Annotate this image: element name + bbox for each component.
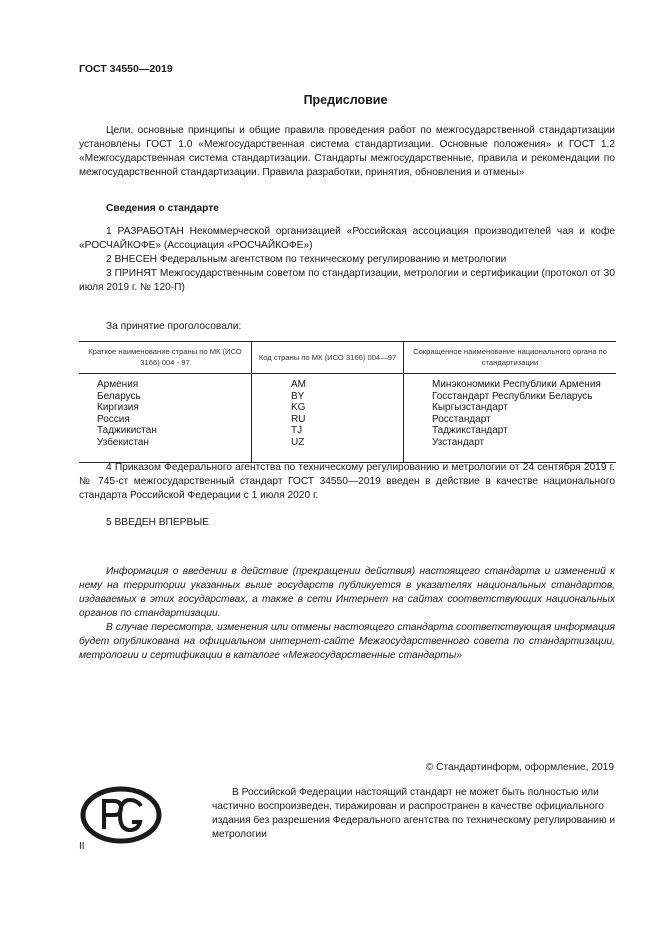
item-1-developed: 1 РАЗРАБОТАН Некоммерческой организацией «Российская ассоциация производителей чая и кофе «РОСЧАЙКОФЕ» (Ассоциация «РОСЧАЙКОФЕ») xyxy=(79,226,615,251)
country-name: Беларусь xyxy=(97,390,141,402)
header-country-name: Краткое наименование страны по МК (ИСО 3166) 004 - 97 xyxy=(79,342,252,374)
country-code: BY xyxy=(252,391,404,403)
country-code: KG xyxy=(252,402,404,414)
table-row xyxy=(79,425,616,437)
info-paragraph-1: Информация о введении в действие (прекращении действия) настоящего стандарта и изменений к нему на территории указанных выше государств публикуется в указателях национальных стандартов, издаваемых в этих государствах, а также в сети Интернет на сайтах соответствующих национальных органов по стандартизации. xyxy=(79,566,615,619)
page-title: Предисловие xyxy=(303,93,388,107)
table-row xyxy=(79,391,616,403)
voting-countries-table xyxy=(79,341,616,463)
standards-body: Узстандарт xyxy=(404,437,617,463)
copyright-line: © Стандартинформ, оформление, 2019 xyxy=(425,762,614,773)
rst-logo-icon xyxy=(80,786,162,849)
table-row xyxy=(79,402,616,414)
country-code: RU xyxy=(252,414,404,426)
item-2-introduced: 2 ВНЕСЕН Федеральным агентством по техническому регулированию и метрологии xyxy=(106,254,507,265)
country-name: Таджикистан xyxy=(97,425,157,436)
about-standard-heading: Сведения о стандарте xyxy=(106,203,219,214)
document-code: ГОСТ 34550—2019 xyxy=(79,63,173,75)
intro-paragraph: Цели, основные принципы и общие правила проведения работ по межгосударственной стандартизации установлены ГОСТ 1.0 «Межгосударственная система стандартизации. Основные положения» и ГОСТ 1.2 «Межгосударственная система стандартизации. Стандарты межгосударственные, правила и рекомендации по межгосударственной стандартизации. Правила разработки, принятия, обновления и отмены» xyxy=(79,125,615,178)
voted-label: За принятие проголосовали: xyxy=(106,321,242,332)
header-country-code: Код страны по МК (ИСО 3166) 004—97 xyxy=(252,342,404,374)
country-code: TJ xyxy=(252,425,404,437)
reproduction-notice: В Российской Федерации настоящий стандарт не может быть полностью или частично воспроизведен, тиражирован и распространен в качестве официального издания без разрешения Федерального агентства по техническому регулированию и метрологии xyxy=(212,787,616,840)
header-standards-body: Сокращенное наименование национального органа по стандартизации xyxy=(404,342,617,374)
standards-body: Госстандарт Республики Беларусь xyxy=(404,391,617,403)
standards-body: Минэкономики Республики Армения xyxy=(404,374,617,391)
country-name: Россия xyxy=(97,413,130,425)
table-row xyxy=(79,374,616,391)
standards-body: Кыргызстандарт xyxy=(404,402,617,414)
country-code: UZ xyxy=(252,437,404,463)
standards-body: Таджикстандарт xyxy=(404,425,617,437)
country-name: Узбекистан xyxy=(79,437,252,463)
table-row xyxy=(79,414,616,426)
country-name: Армения xyxy=(97,379,139,390)
page-number: II xyxy=(79,841,85,852)
standards-body: Росстандарт xyxy=(404,414,617,426)
item-5-first-introduced: 5 ВВЕДЕН ВПЕРВЫЕ xyxy=(106,517,210,528)
item-3-adopted: 3 ПРИНЯТ Межгосударственным советом по стандартизации, метрологии и сертификации (протокол от 30 июля 2019 г. № 120-П) xyxy=(79,268,615,293)
country-name: Киргизия xyxy=(97,402,139,413)
table-row xyxy=(79,437,616,463)
table-header-row xyxy=(79,342,616,374)
info-paragraph-2: В случае пересмотра, изменения или отмены настоящего стандарта соответствующая информация будет опубликована на официальном интернет-сайте Межгосударственного совета по стандартизации, метрологии и сертификации в каталоге «Межгосударственные стандарты» xyxy=(79,622,615,661)
item-4-enacted: 4 Приказом Федерального агентства по техническому регулированию и метрологии от 24 сентября 2019 г. № 745-ст межгосударственный стандарт ГОСТ 34550—2019 введен в действие в качестве национального стандарта Российской Федерации с 1 июля 2020 г. xyxy=(79,462,615,501)
country-code: AM xyxy=(252,374,404,391)
